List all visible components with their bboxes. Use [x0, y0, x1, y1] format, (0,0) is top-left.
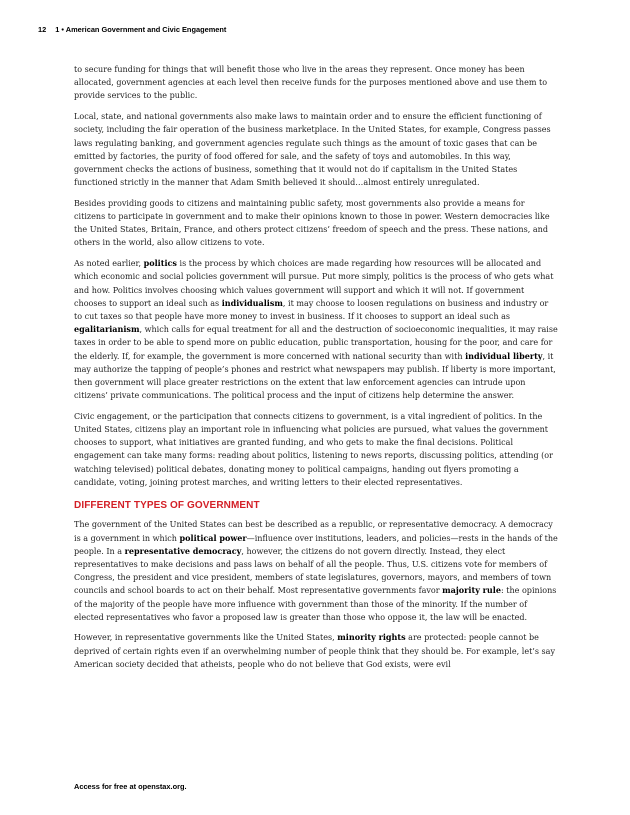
paragraph-5: Civic engagement, or the participation that connects citizens to government, is a vital ingredient of politics. In the United States, citizens play an important role in influencing what policies are pursued, what values the government chooses to support, what initiatives are granted funding, and who gets to make the final decisions. Political engagement can take many forms: reading about politics, listening to news reports, discussing politics, attending (or watching televised) political debates, donating money to political campaigns, handing out flyers promoting a candidate, voting, joining protest marches, and writing letters to their elected representatives. [74, 411, 553, 487]
text-run: are protected: people cannot be deprived of certain rights even if an overwhelming number of people think that they should be. For example, let’s say American society decided that atheists, people who do not believe that God exists, were evil [74, 633, 556, 669]
text-run: , which calls for equal treatment for all and the destruction of socioeconomic inequalities, it may raise taxes in order to be able to spend more on public education, public transportation, housing for the poor, and care for the elderly. If, for example, the government is more concerned with national security than with [74, 325, 558, 361]
text-run: As noted earlier, [74, 259, 144, 269]
paragraph-4 [74, 257, 558, 402]
page-number: 12 [38, 25, 47, 34]
key-term-individualism: individualism [221, 297, 283, 308]
key-term-individual-liberty: individual liberty [465, 350, 543, 361]
body-text [74, 63, 558, 679]
key-term-majority-rule: majority rule [442, 585, 501, 596]
text-run: The government of the United States can best be described as a republic, or representative democracy. A democracy is a government in which [74, 520, 553, 543]
text-run: is the process by which choices are made regarding how resources will be allocated and which economic and social policies government will pursue. Put more simply, politics is the process of who gets what and how. Politics involves choosing which values government will support and which it will not. If government chooses to support an ideal such as [74, 259, 554, 308]
section-heading: DIFFERENT TYPES OF GOVERNMENT [74, 500, 260, 512]
key-term-representative-democracy: representative democracy [124, 545, 242, 556]
text-run: However, in representative governments like the United States, [74, 633, 338, 643]
text-run: , it may authorize the tapping of people’s phones and restrict what newspapers may publish. If liberty is more important, then government will place greater restrictions on the extent that law enforcement agencies can intrude upon citizens’ private communications. The political process and the input of citizens help determine the answer. [74, 351, 556, 401]
chapter-title: 1 • American Government and Civic Engagement [55, 25, 227, 34]
paragraph-2: Local, state, and national governments also make laws to maintain order and to ensure the efficient functioning of society, including the fair operation of the business marketplace. In the United States, for example, Congress passes laws regulating banking, and government agencies regulate such things as the amount of toxic gases that can be emitted by factories, the purity of food offered for sale, and the safety of toys and automobiles. In this way, government checks the actions of business, something that it would not do if capitalism in the United States functioned strictly in the manner that Adam Smith believed it should…almost entirely unregulated. [74, 112, 551, 188]
paragraph-6 [74, 518, 558, 624]
text-run: : the opinions of the majority of the people have more influence with government than those of the minority. If the number of elected representatives who favor a proposed law is greater than those who oppose it, the law will be enacted. [74, 586, 557, 622]
footer-link-text: Access for free at openstax.org. [74, 782, 187, 791]
key-term-minority-rights: minority rights [337, 632, 406, 643]
key-term-politics: politics [143, 258, 177, 269]
key-term-political-power: political power [179, 532, 247, 543]
paragraph-7 [74, 631, 558, 671]
paragraph-1: to secure funding for things that will benefit those who live in the areas they represent. Once money has been allocated, government agencies at each level then receive funds for the purposes mentioned above and use them to provide services to the public. [74, 65, 548, 101]
running-header [38, 25, 598, 34]
paragraph-3: Besides providing goods to citizens and maintaining public safety, most governments also provide a means for citizens to participate in government and to make their opinions known to those in power. Western democracies like the United States, Britain, France, and others protect citizens’ freedom of speech and the press. These nations, and others in the world, also allow citizens to vote. [74, 198, 550, 248]
key-term-egalitarianism: egalitarianism [74, 324, 140, 335]
text-run: —influence over institutions, leaders, and policies—rests in the hands of the people. In a [74, 533, 558, 556]
text-run: , however, the citizens do not govern directly. Instead, they elect representatives to make decisions and pass laws on behalf of all the people. Thus, U.S. citizens vote for members of Congress, the president and vice president, members of state legislatures, governors, mayors, and members of town councils and school boards to act on their behalf. Most representative governments favor [74, 546, 552, 596]
text-run: , it may choose to loosen regulations on business and industry or to cut taxes so that people have more money to invest in business. If it chooses to support an ideal such as [74, 298, 549, 321]
